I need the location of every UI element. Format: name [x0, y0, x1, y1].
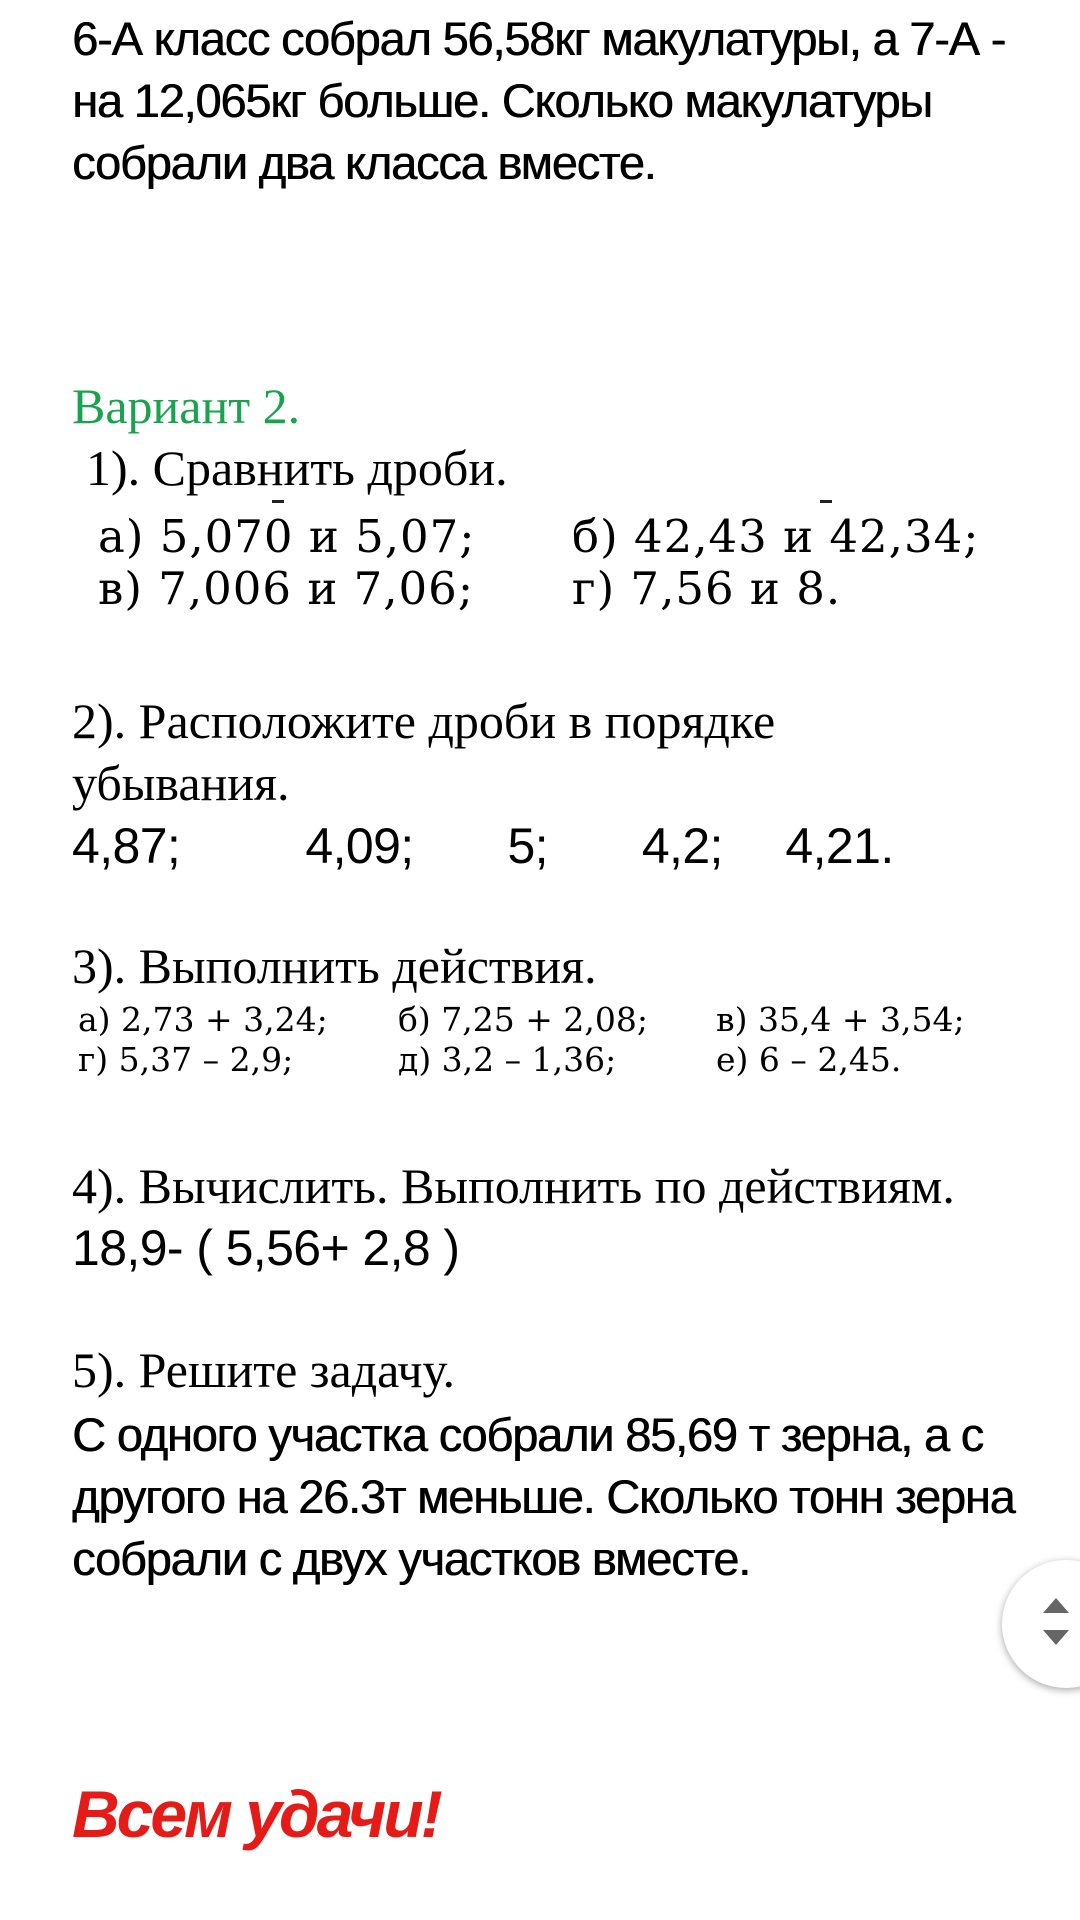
task4-heading: 4). Вычислить. Выполнить по действиям.	[72, 1158, 955, 1214]
task3-item: б) 7,25 + 2,08;	[398, 1000, 648, 1039]
task1-item: в) 7,006 и 7,06;	[98, 562, 474, 615]
scan-mark	[820, 500, 832, 503]
closing-message: Всем удачи!	[72, 1777, 440, 1851]
task4-expression: 18,9- ( 5,56+ 2,8 )	[72, 1220, 460, 1276]
scan-mark	[272, 500, 284, 503]
task1-item: а) 5,070 и 5,07;	[98, 510, 476, 563]
previous-task-text: 6-А класс собрал 56,58кг макулатуры, а 7-А - на 12,065кг больше. Сколько макулатуры собрали два класса вместе.	[72, 12, 1005, 189]
task3-item: а) 2,73 + 3,24;	[78, 1000, 328, 1039]
task3-items	[78, 1000, 996, 1080]
chevron-up-icon[interactable]	[1043, 1598, 1069, 1613]
task1-item: г) 7,56 и 8.	[572, 562, 842, 615]
task3-item: в) 35,4 + 3,54;	[716, 1000, 965, 1039]
task1-heading: 1). Сравнить дроби.	[86, 440, 508, 496]
task2-heading: 2). Расположите дроби в порядке убывания.	[72, 693, 776, 811]
task3-item: е) 6 – 2,45.	[716, 1040, 902, 1079]
task5-heading: 5). Решите задачу.	[72, 1342, 456, 1398]
task2-numbers: 4,87; 4,09; 5; 4,2; 4,21.	[72, 818, 894, 874]
chevron-down-icon[interactable]	[1043, 1630, 1069, 1645]
task5-text: С одного участка собрали 85,69 т зерна, а с другого на 26.3т меньше. Сколько тонн зерна собрали с двух участков вместе.	[72, 1408, 1015, 1585]
task1-item: б) 42,43 и 42,34;	[572, 510, 980, 563]
task3-heading: 3). Выполнить действия.	[72, 938, 597, 994]
task1-items	[98, 512, 992, 614]
task3-item: г) 5,37 – 2,9;	[78, 1040, 294, 1079]
variant-heading: Вариант 2.	[72, 378, 301, 434]
task3-item: д) 3,2 – 1,36;	[398, 1040, 617, 1079]
